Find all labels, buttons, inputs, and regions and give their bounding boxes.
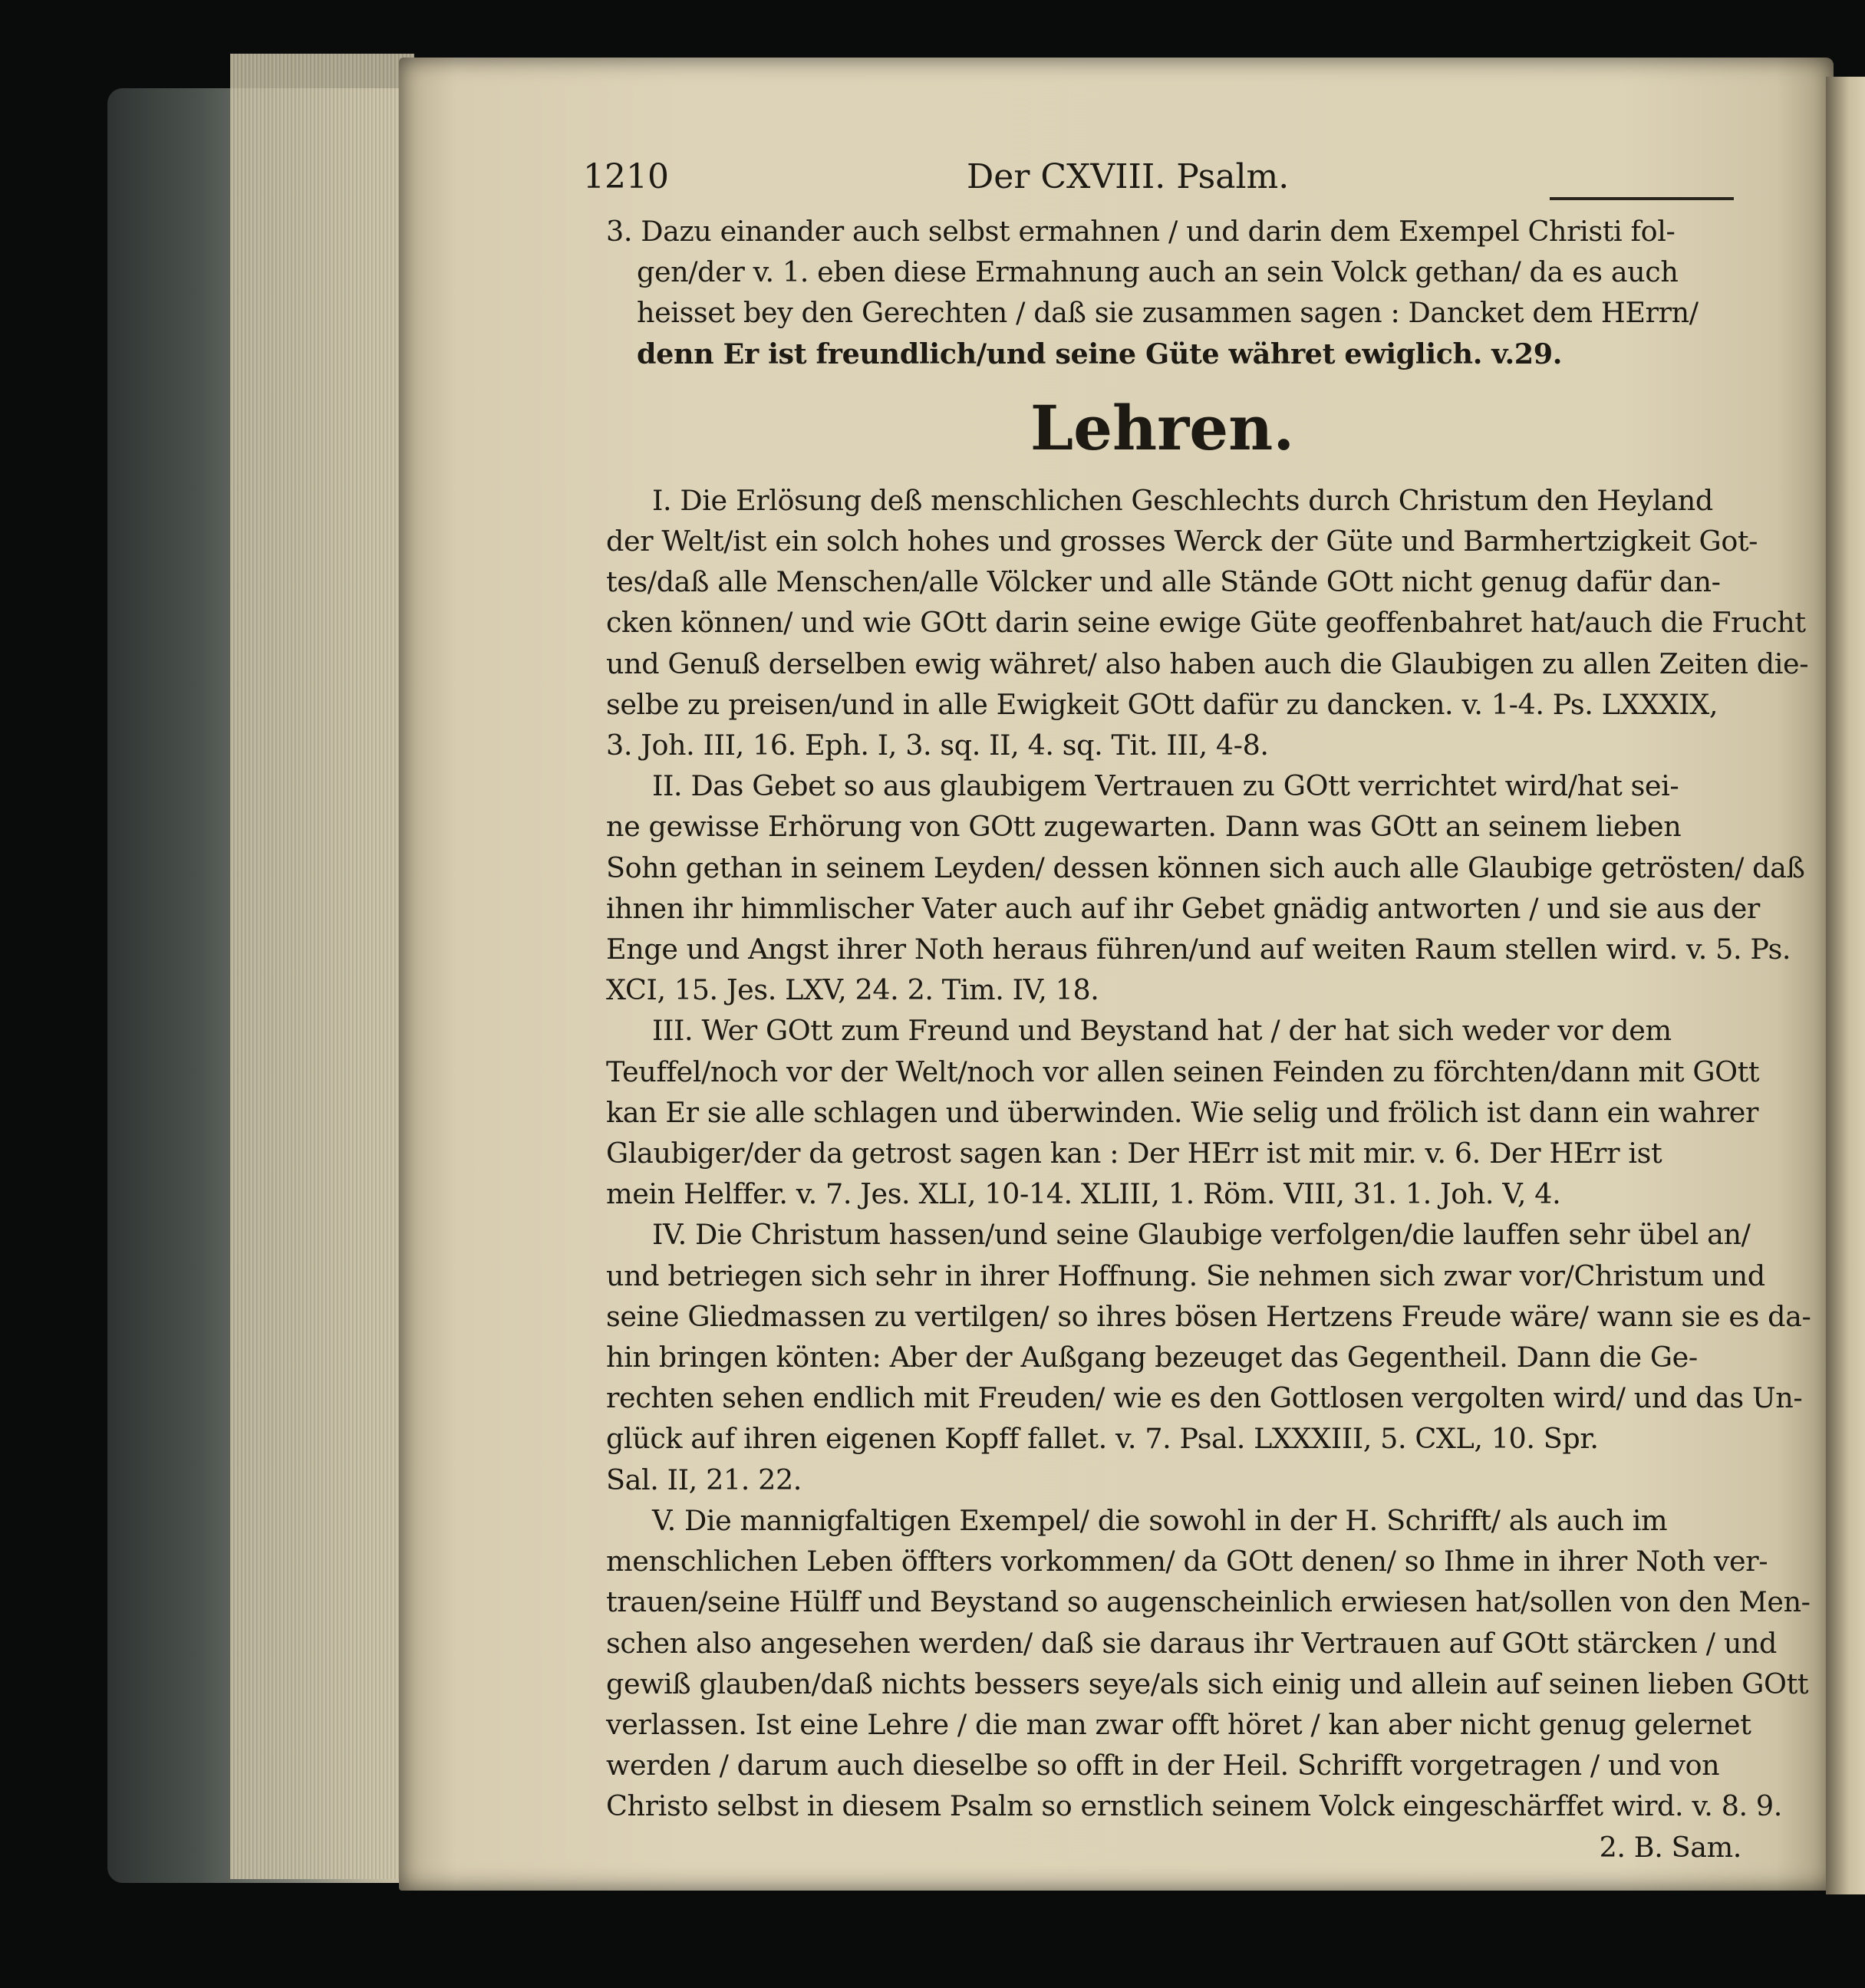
running-title: Der CXVIII. Psalm. xyxy=(967,157,1290,196)
text-line: ne gewisse Erhörung von GOtt zugewarten. Dann was GOtt an seinem lieben xyxy=(606,810,1682,844)
text-line: IV. Die Christum hassen/und seine Glaubige verfolgen/die lauffen sehr übel an/ xyxy=(652,1218,1751,1252)
header-rule xyxy=(1550,197,1734,200)
text-line: hin bringen könten: Aber der Außgang bezeuget das Gegentheil. Dann die Ge- xyxy=(606,1341,1698,1374)
section-heading: Lehren. xyxy=(1030,391,1295,464)
text-line: menschlichen Leben öffters vorkommen/ da GOtt denen/ so Ihme in ihrer Noth ver- xyxy=(606,1545,1768,1578)
text-line: verlassen. Ist eine Lehre / die man zwar offt höret / kan aber nicht genug gelernet xyxy=(606,1707,1751,1741)
intro-line: heisset bey den Gerechten / daß sie zusammen sagen : Dancket dem HErrn/ xyxy=(637,296,1699,330)
text-line: und betriegen sich sehr in ihrer Hoffnung. Sie nehmen sich zwar vor/Christum und xyxy=(606,1259,1765,1292)
text-line: schen also angesehen werden/ daß sie daraus ihr Vertrauen auf GOtt stärcken / und xyxy=(606,1626,1778,1660)
intro-line: gen/der v. 1. eben diese Ermahnung auch an sein Volck gethan/ da es auch xyxy=(637,255,1679,289)
catchword: 2. B. Sam. xyxy=(1599,1830,1741,1864)
paragraph-3 xyxy=(606,1010,1760,1214)
paragraph-2 xyxy=(606,765,1805,1010)
text-line: III. Wer GOtt zum Freund und Beystand hat / der hat sich weder vor dem xyxy=(652,1014,1672,1048)
text-line: Sohn gethan in seinem Leyden/ dessen können sich auch alle Glaubige getrösten/ daß xyxy=(606,851,1805,884)
paragraph-1 xyxy=(606,480,1809,765)
text-line: cken können/ und wie GOtt darin seine ewige Güte geoffenbahret hat/auch die Frucht xyxy=(606,606,1806,640)
text-line: Glaubiger/der da getrost sagen kan : Der HErr ist mit mir. v. 6. Der HErr ist xyxy=(606,1137,1662,1170)
text-line: mein Helffer. v. 7. Jes. XLI, 10-14. XLIII, 1. Röm. VIII, 31. 1. Joh. V, 4. xyxy=(606,1177,1561,1211)
text-line: tes/daß alle Menschen/alle Völcker und alle Stände GOtt nicht genug dafür dan- xyxy=(606,565,1721,599)
text-line: XCI, 15. Jes. LXV, 24. 2. Tim. IV, 18. xyxy=(606,973,1099,1007)
paragraph-5 xyxy=(606,1500,1811,1827)
text-line: werden / darum auch dieselbe so offt in der Heil. Schrifft vorgetragen / und von xyxy=(606,1749,1720,1782)
text-line: seine Gliedmassen zu vertilgen/ so ihres bösen Hertzens Freude wäre/ wann sie es da- xyxy=(606,1299,1811,1333)
text-line: ihnen ihr himmlischer Vater auch auf ihr Gebet gnädig antworten / und sie aus der xyxy=(606,891,1760,925)
text-line: Teuffel/noch vor der Welt/noch vor allen seinen Feinden zu förchten/dann mit GOtt xyxy=(606,1055,1760,1088)
text-line: glück auf ihren eigenen Kopff fallet. v. 7. Psal. LXXXIII, 5. CXL, 10. Spr. xyxy=(606,1422,1599,1456)
text-line: Enge und Angst ihrer Noth heraus führen/und auf weiten Raum stellen wird. v. 5. Ps. xyxy=(606,933,1791,966)
text-line: gewiß glauben/daß nichts bessers seye/als sich einig und allein auf seinen lieben GOtt xyxy=(606,1667,1809,1700)
text-line: trauen/seine Hülff und Beystand so augenscheinlich erwiesen hat/sollen von den Men- xyxy=(606,1585,1811,1619)
text-line: I. Die Erlösung deß menschlichen Geschlechts durch Christum den Heyland xyxy=(652,483,1713,517)
text-line: Sal. II, 21. 22. xyxy=(606,1463,802,1496)
running-header xyxy=(583,157,1741,211)
page-number: 1210 xyxy=(583,157,669,196)
text-line: der Welt/ist ein solch hohes und grosses Werck der Güte und Barmhertzigkeit Got- xyxy=(606,525,1758,558)
text-line: rechten sehen endlich mit Freuden/ wie es den Gottlosen vergolten wird/ und das Un- xyxy=(606,1381,1803,1415)
text-line: II. Das Gebet so aus glaubigem Vertrauen zu GOtt verrichtet wird/hat sei- xyxy=(652,769,1679,803)
text-line: 3. Joh. III, 16. Eph. I, 3. sq. II, 4. sq. Tit. III, 4-8. xyxy=(606,729,1269,762)
text-line: Christo selbst in diesem Psalm so ernstlich seinem Volck eingeschärffet wird. v. 8. 9. xyxy=(606,1789,1782,1823)
facing-page-edge xyxy=(1826,77,1865,1894)
page-stack xyxy=(230,54,414,1879)
text-line: selbe zu preisen/und in alle Ewigkeit GOtt dafür zu dancken. v. 1-4. Ps. LXXXIX, xyxy=(606,687,1718,721)
intro-line: denn Er ist freundlich/und seine Güte währet ewiglich. v.29. xyxy=(637,337,1563,370)
intro-block xyxy=(606,211,1741,374)
paragraph-4 xyxy=(606,1214,1811,1499)
text-line: kan Er sie alle schlagen und überwinden. Wie selig und frölich ist dann ein wahrer xyxy=(606,1095,1759,1129)
text-line: V. Die mannigfaltigen Exempel/ die sowohl in der H. Schrifft/ als auch im xyxy=(652,1503,1668,1537)
text-line: und Genuß derselben ewig währet/ also haben auch die Glaubigen zu allen Zeiten die- xyxy=(606,647,1809,680)
intro-line: 3. Dazu einander auch selbst ermahnen / und darin dem Exempel Christi fol- xyxy=(606,215,1676,248)
page-text xyxy=(583,157,1811,1868)
